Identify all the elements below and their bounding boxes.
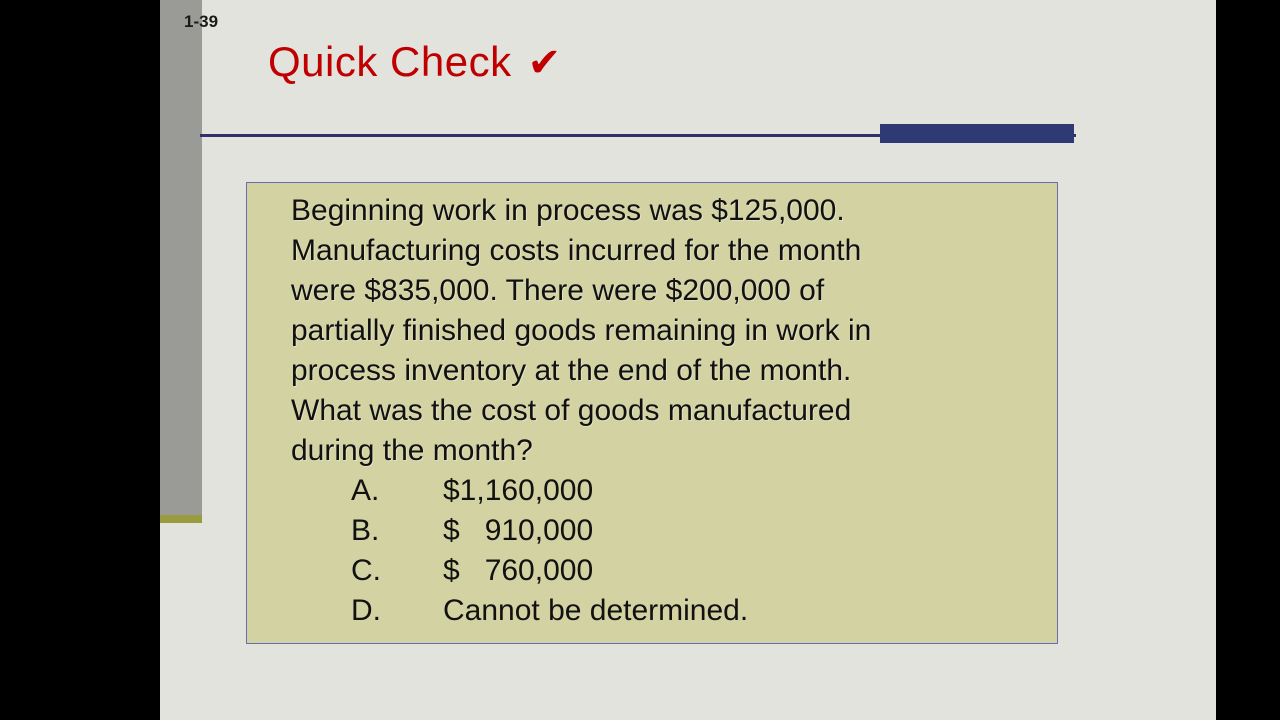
question-line: What was the cost of goods manufactured: [291, 394, 852, 427]
left-decorative-band: [160, 0, 202, 515]
question-line: during the month?: [291, 434, 533, 467]
choice-value: $ 760,000: [443, 554, 594, 587]
choice-letter: A.: [351, 474, 380, 507]
question-line: Beginning work in process was $125,000.: [291, 194, 845, 227]
choice-letter: C.: [351, 554, 381, 587]
answer-choice-a[interactable]: [351, 471, 1051, 511]
choice-letter: D.: [351, 594, 381, 627]
title-divider-block: [880, 124, 1074, 143]
answer-choice-c[interactable]: [351, 551, 1051, 591]
choice-letter: B.: [351, 514, 380, 547]
answer-choice-d[interactable]: [351, 591, 1051, 631]
left-band-accent: [160, 515, 202, 523]
page-title-text: Quick Check: [268, 38, 512, 85]
answer-choices: [351, 471, 1051, 631]
question-line: partially finished goods remaining in work in: [291, 314, 872, 347]
question-line: process inventory at the end of the month.: [291, 354, 852, 387]
answer-choice-b[interactable]: [351, 511, 1051, 551]
question-line: were $835,000. There were $200,000 of: [291, 274, 825, 307]
choice-value: $1,160,000: [443, 474, 594, 507]
check-icon: ✔: [527, 41, 562, 85]
choice-value: $ 910,000: [443, 514, 594, 547]
question-text: [291, 191, 1036, 471]
page-title: [268, 38, 562, 86]
slide-number: 1-39: [184, 12, 219, 31]
question-line: Manufacturing costs incurred for the month: [291, 234, 862, 267]
choice-value: Cannot be determined.: [443, 594, 749, 627]
slide-canvas: [160, 0, 1216, 720]
question-box: [246, 182, 1058, 644]
